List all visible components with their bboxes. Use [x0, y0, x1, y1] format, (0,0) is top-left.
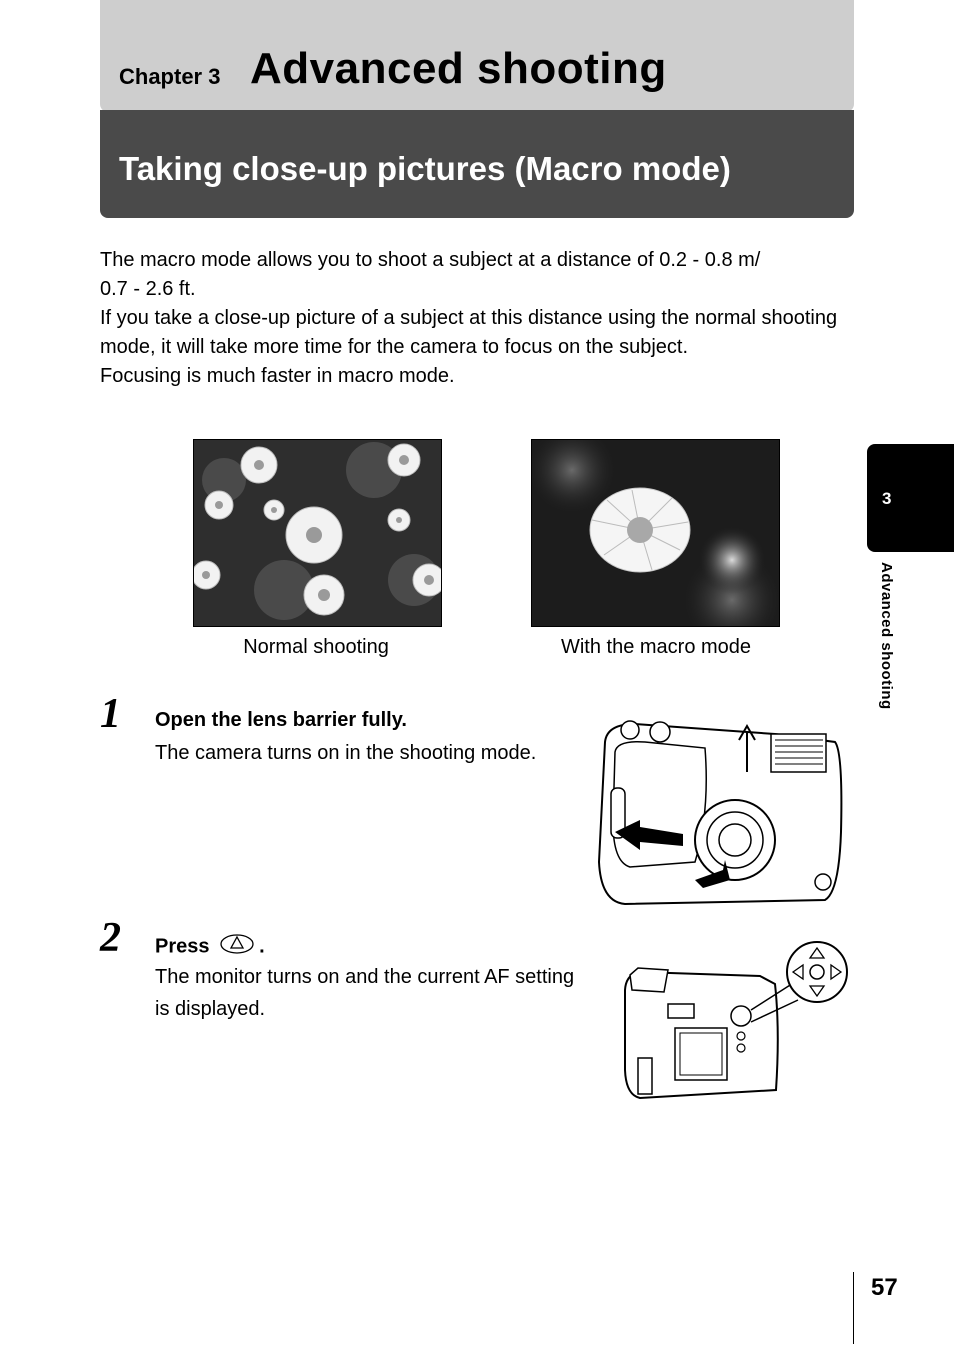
side-tab-label: Advanced shooting — [878, 562, 895, 710]
page-number-divider — [853, 1272, 854, 1344]
normal-shooting-caption: Normal shooting — [243, 636, 389, 658]
chapter-title: Advanced shooting — [250, 44, 667, 93]
intro-text — [100, 246, 860, 391]
step-text: The monitor turns on and the current AF setting is displayed. — [155, 966, 575, 1020]
page-number: 57 — [871, 1274, 898, 1301]
intro-line: The macro mode allows you to shoot a subject at a distance of 0.2 - 0.8 m/ — [100, 249, 761, 271]
step-text: The camera turns on in the shooting mode. — [155, 742, 537, 764]
side-tab-number: 3 — [882, 489, 892, 508]
macro-mode-photo — [531, 439, 780, 627]
daisy-field-image — [194, 440, 441, 626]
up-arrow-button-icon — [219, 933, 255, 961]
intro-line: Focusing is much faster in macro mode. — [100, 365, 455, 387]
camera-back-illustration — [620, 940, 855, 1102]
chapter-label: Chapter 3 — [119, 64, 221, 89]
camera-front-illustration — [595, 712, 845, 907]
normal-shooting-photo — [193, 439, 442, 627]
step-heading-suffix: . — [259, 935, 265, 958]
step-number: 1 — [100, 691, 121, 737]
section-title: Taking close-up pictures (Macro mode) — [119, 150, 731, 187]
step-heading: Open the lens barrier fully. — [155, 709, 407, 731]
intro-line: 0.7 - 2.6 ft. — [100, 278, 196, 300]
step-number: 2 — [100, 915, 121, 961]
step-heading — [155, 933, 265, 961]
macro-mode-caption: With the macro mode — [560, 636, 752, 658]
chapter-side-tab — [867, 444, 954, 552]
daisy-closeup-image — [532, 440, 779, 626]
intro-line: If you take a close-up picture of a subject at this distance using the normal shooting mode, it will take more time for the camera to focus on the subject. — [100, 307, 838, 358]
step-heading-prefix: Press — [155, 935, 210, 958]
